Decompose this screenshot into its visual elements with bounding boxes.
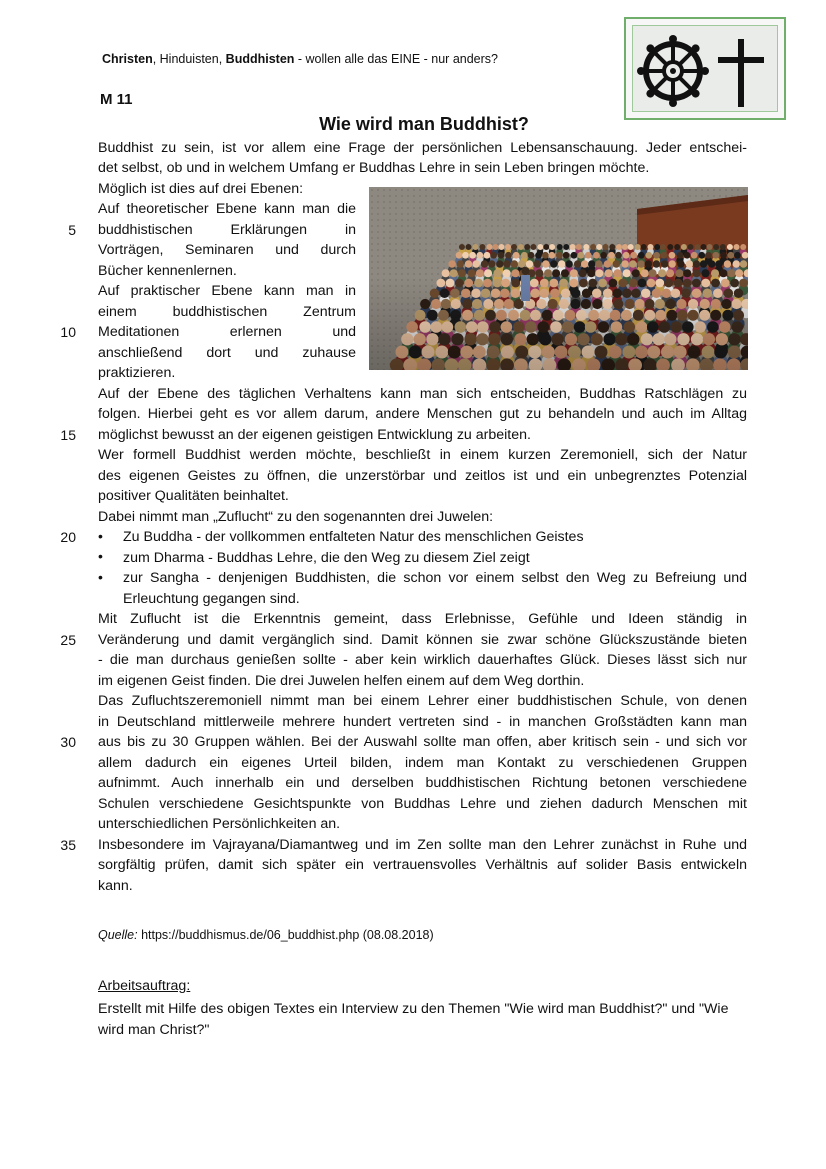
dharma-wheel-icon xyxy=(637,35,709,107)
text-line: Vorträgen, Seminaren und durch xyxy=(98,242,356,258)
text-line: Auf theoretischer Ebene kann man die xyxy=(98,201,356,217)
text-line: Bücher kennenlernen. xyxy=(98,263,237,279)
bullet-text-line: zur Sangha - denjenigen Buddhisten, die schon vor einem selbst den Weg zu Befreiung und xyxy=(123,570,747,586)
text-line: Wer formell Buddhist werden möchte, beschließt in einem kurzen Zeremoniell, sich der Natur xyxy=(98,447,747,463)
text-line: anschließend dort und zuhause xyxy=(98,345,356,361)
text-line: Möglich ist dies auf drei Ebenen: xyxy=(98,181,304,197)
header-buddhisten: Buddhisten xyxy=(225,52,295,66)
text-line: Das Zufluchtszeremoniell nimmt man bei einem Lehrer einer buddhistischen Schule, von denen xyxy=(98,693,747,709)
bullet-marker: • xyxy=(98,569,103,585)
text-line: Mit Zuflucht ist die Erkenntnis gemeint, dass Erlebnisse, Gefühle und Ideen ständig in xyxy=(98,611,747,627)
text-line: Auf der Ebene des täglichen Verhaltens kann man sich entscheiden, Buddhas Ratschlägen zu xyxy=(98,386,747,402)
bullet-text-line: Erleuchtung gegangen sind. xyxy=(123,591,300,607)
text-line: möglichst bewusst an der eigenen geistigen Entwicklung zu arbeiten. xyxy=(98,427,531,443)
line-number: 25 xyxy=(60,632,76,648)
bullet-text-line: zum Dharma - Buddhas Lehre, die den Weg zu diesem Ziel zeigt xyxy=(123,550,530,566)
text-line: praktizieren. xyxy=(98,365,176,381)
text-line: sorgfältig prüfen, damit sich später ein vertrauensvolles Verhältnis auf solider Basis entwickeln xyxy=(98,857,747,873)
header-rest: - wollen alle das EINE - nur anders? xyxy=(294,52,498,66)
text-line: Insbesondere im Vajrayana/Diamantweg und im Zen sollte man den Lehrer zunächst in Ruhe und xyxy=(98,837,747,853)
logo-box xyxy=(624,17,786,120)
text-line: Veränderung und damit vergänglich sind. Damit können sie zwar schöne Glückszustände bieten xyxy=(98,632,747,648)
lecture-hall-audience-photo xyxy=(369,187,748,370)
header-christen: Christen xyxy=(102,52,153,66)
text-line: allem dadurch ein eigenes Urteil bilden, indem man Kontakt zu verschiedenen Gruppen xyxy=(98,755,747,771)
text-line: aufnimmt. Auch innerhalb ein und derselben buddhistischen Richtung betonen verschiedene xyxy=(98,775,747,791)
text-line: des eigenen Geistes zu öffnen, die unzerstörbar und zeitlos ist und ein unbegrenztes Potenzial xyxy=(98,468,747,484)
line-number: 30 xyxy=(60,734,76,750)
text-line: kann. xyxy=(98,878,133,894)
bullet-marker: • xyxy=(98,548,103,564)
source-citation xyxy=(98,928,434,942)
text-line: positiver Qualitäten beinhaltet. xyxy=(98,488,289,504)
text-line: Dabei nimmt man „Zuflucht“ zu den sogenannten drei Juwelen: xyxy=(98,509,494,525)
bullet-text-line: Zu Buddha - der vollkommen entfalteten Natur des menschlichen Geistes xyxy=(123,529,584,545)
text-line: buddhistischen Erklärungen in xyxy=(98,222,356,238)
text-line: Buddhist zu sein, ist vor allem eine Frage der persönlichen Lebensanschauung. Jeder entschei- xyxy=(98,140,747,156)
line-number: 10 xyxy=(60,324,76,340)
page-title: Wie wird man Buddhist? xyxy=(319,114,529,134)
text-line: im eigenen Geist finden. Die drei Juwelen helfen einem auf dem Weg dorthin. xyxy=(98,673,585,689)
header-line xyxy=(102,52,498,66)
task-text: Erstellt mit Hilfe des obigen Textes ein Interview zu den Themen "Wie wird man Buddhist?" und "Wie wird man Christ?" xyxy=(98,1001,729,1038)
task-heading: Arbeitsauftrag: xyxy=(98,978,191,994)
text-line: unterschiedlichen Persönlichkeiten an. xyxy=(98,816,341,832)
bullet-marker: • xyxy=(98,528,103,544)
line-number: 35 xyxy=(60,837,76,853)
source-label: Quelle: xyxy=(98,928,138,942)
text-line: folgen. Hierbei geht es vor allem darum, andere Menschen gut zu behandeln und auch im Alltag xyxy=(98,406,747,422)
line-number: 15 xyxy=(60,427,76,443)
cross-icon xyxy=(718,39,764,107)
text-line: det selbst, ob und in welchem Umfang er Buddhas Lehre in sein Leben bringen möchte. xyxy=(98,160,650,176)
header-sep: , Hinduisten, xyxy=(152,52,226,66)
line-number: 5 xyxy=(68,222,76,238)
text-line: Meditationen erlernen und xyxy=(98,324,356,340)
text-line: in Deutschland mittlerweile mehrere hundert vertreten sind - in manchen Großstädten kann man xyxy=(98,714,747,730)
text-line: Schulen verschiedene Gesichtspunkte von Buddhas Lehre und ziehen dadurch Menschen mit xyxy=(98,796,747,812)
text-line: einem buddhistischen Zentrum xyxy=(98,304,356,320)
source-text: https://buddhismus.de/06_buddhist.php (08.08.2018) xyxy=(137,928,434,942)
text-line: aus bis zu 30 Gruppen wählen. Bei der Auswahl sollte man offen, aber kritisch sein - und sich vor xyxy=(98,734,747,750)
text-line: - die man durchaus genießen sollte - aber kein wirklich dauerhaftes Glück. Dieses lässt sich nur xyxy=(98,652,747,668)
material-number: M 11 xyxy=(100,91,133,108)
line-number: 20 xyxy=(60,529,76,545)
text-line: Auf praktischer Ebene kann man in xyxy=(98,283,356,299)
